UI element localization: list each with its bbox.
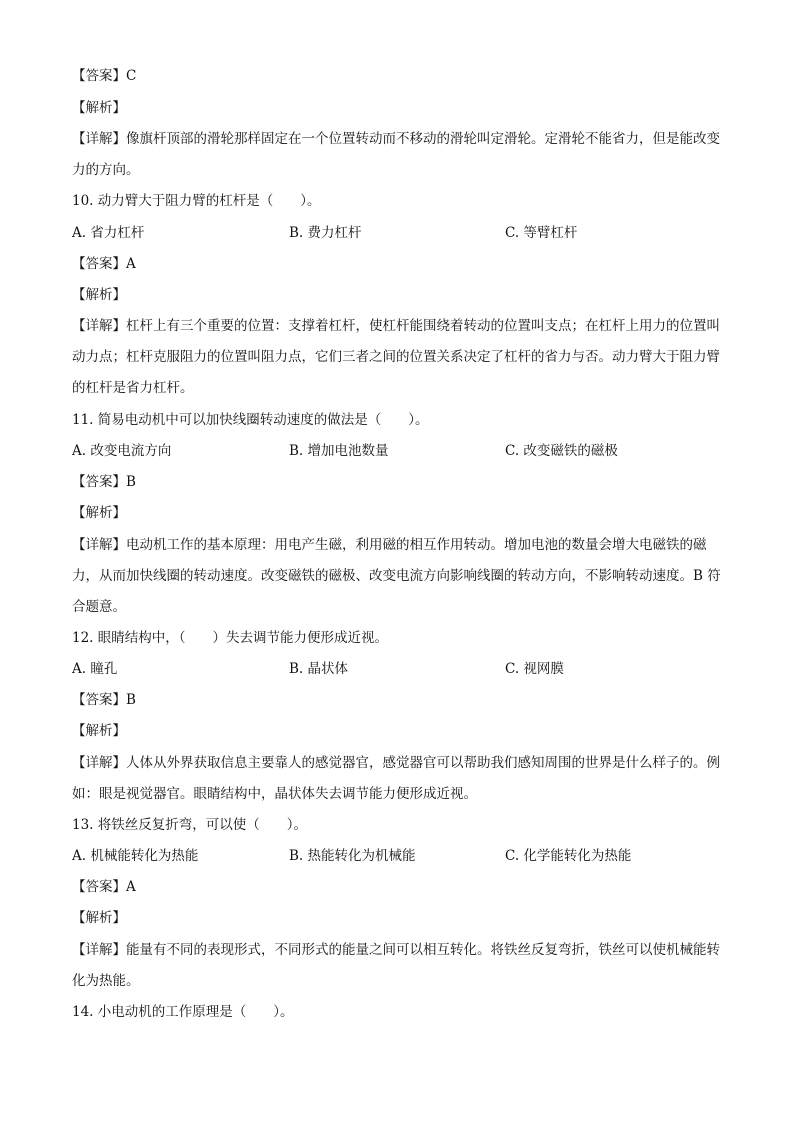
analysis-label: 【解析】 [72, 505, 126, 521]
detail-paragraph: 【详解】电动机工作的基本原理：用电产生磁，利用磁的相互作用转动。增加电池的数量会增大电磁铁的磁力，从而加快线圈的转动速度。改变磁铁的磁极、改变电流方向影响线圈的转动方向，不影响转动速度。B 符合题意。 [72, 537, 721, 615]
option-a: A. 省力杠杆 [72, 225, 145, 241]
question-12: 12. 眼睛结构中，（ ）失去调节能力便形成近视。 [72, 630, 389, 646]
detail-paragraph: 【详解】人体从外界获取信息主要靠人的感觉器官，感觉器官可以帮助我们感知周围的世界是什么样子的。例如：眼是视觉器官。眼睛结构中，晶状体失去调节能力便形成近视。 [72, 755, 720, 802]
answer-line: 【答案】A [72, 879, 136, 895]
answer-line: 【答案】B [72, 692, 136, 708]
option-a: A. 机械能转化为热能 [72, 848, 199, 864]
detail-paragraph: 【详解】能量有不同的表现形式，不同形式的能量之间可以相互转化。将铁丝反复弯折，铁丝可以使机械能转化为热能。 [72, 942, 720, 989]
answer-line: 【答案】C [72, 68, 137, 84]
question-13: 13. 将铁丝反复折弯，可以使（ ）。 [72, 817, 308, 833]
option-b: B. 晶状体 [289, 661, 349, 677]
analysis-label: 【解析】 [72, 723, 126, 739]
detail-paragraph: 【详解】像旗杆顶部的滑轮那样固定在一个位置转动而不移动的滑轮叫定滑轮。定滑轮不能省力，但是能改变力的方向。 [72, 131, 720, 178]
option-c: C. 化学能转化为热能 [505, 848, 632, 864]
option-c: C. 视网膜 [505, 661, 564, 677]
analysis-label: 【解析】 [72, 910, 126, 926]
option-b: B. 费力杠杆 [289, 225, 362, 241]
analysis-label: 【解析】 [72, 100, 126, 116]
option-c: C. 改变磁铁的磁极 [505, 443, 618, 459]
detail-paragraph: 【详解】杠杆上有三个重要的位置：支撑着杠杆，使杠杆能围绕着转动的位置叫支点；在杠杆上用力的位置叫动力点；杠杆克服阻力的位置叫阻力点，它们三者之间的位置关系决定了杠杆的省力与否。动力臂大于阻力臂的杠杆是省力杠杆。 [72, 318, 720, 396]
answer-line: 【答案】B [72, 474, 136, 490]
option-b: B. 增加电池数量 [289, 443, 389, 459]
option-c: C. 等臂杠杆 [505, 225, 578, 241]
option-b: B. 热能转化为机械能 [289, 848, 416, 864]
option-a: A. 瞳孔 [72, 661, 118, 677]
option-a: A. 改变电流方向 [72, 443, 172, 459]
question-10: 10. 动力臂大于阻力臂的杠杆是（ ）。 [72, 193, 321, 209]
question-14: 14. 小电动机的工作原理是（ ）。 [72, 1004, 294, 1020]
answer-line: 【答案】A [72, 256, 136, 272]
analysis-label: 【解析】 [72, 287, 126, 303]
question-11: 11. 简易电动机中可以加快线圈转动速度的做法是（ ）。 [72, 412, 429, 428]
